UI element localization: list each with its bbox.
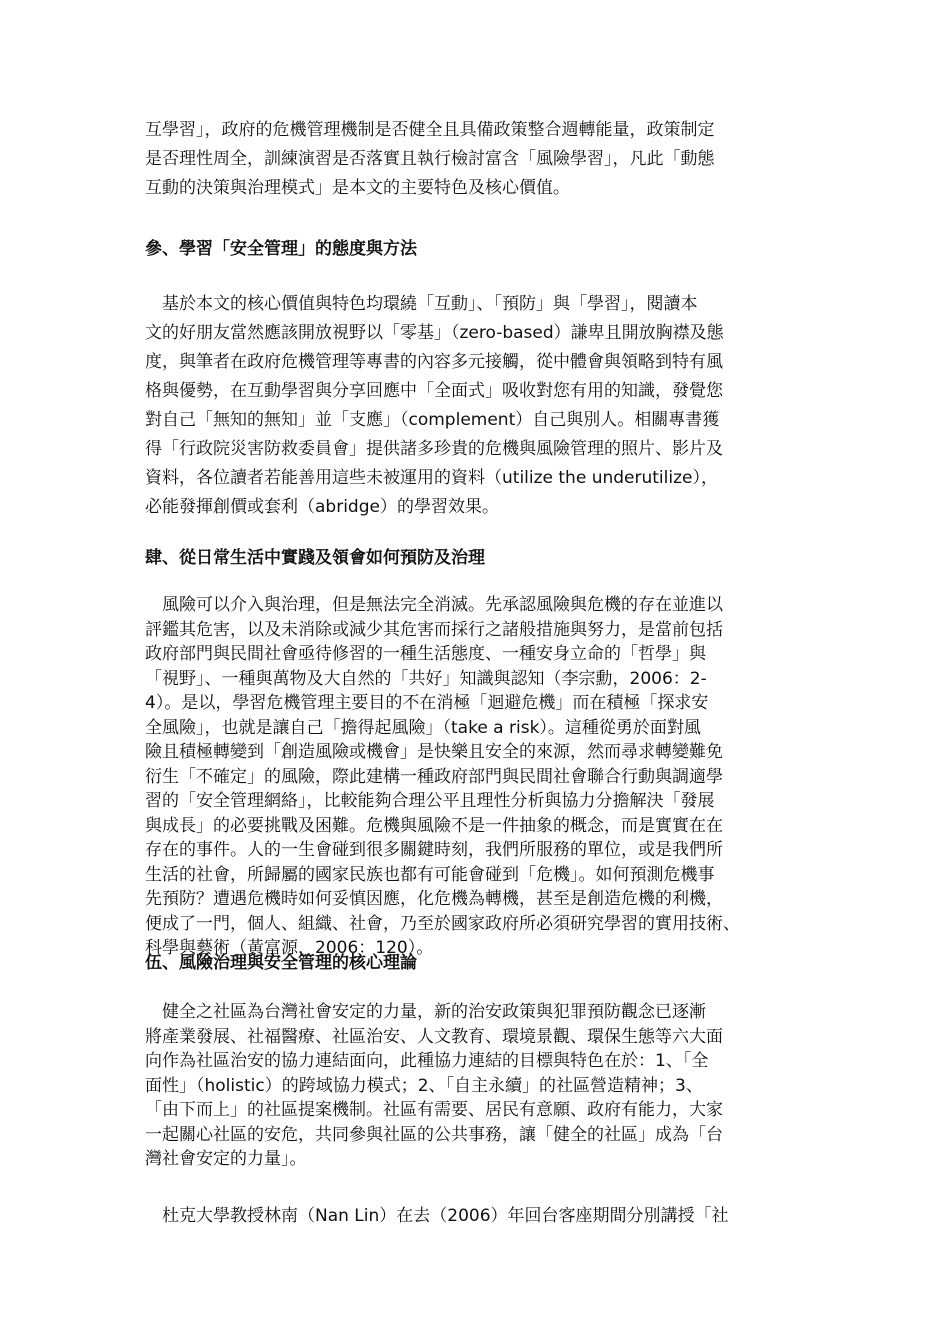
text-line: 政府部門與民間社會亟待修習的一種生活態度、一種安身立命的「哲學」與 xyxy=(145,644,706,664)
text-line: 險且積極轉變到「創造風險或機會」是快樂且安全的來源，然而尋求轉變難免 xyxy=(145,742,723,762)
text-line: 灣社會安定的力量」。 xyxy=(145,1149,307,1169)
section-4-heading: 肆、從日常生活中實踐及領會如何預防及治理 xyxy=(145,548,485,568)
text-line: 面性」（holistic）的跨域協力模式；2、「自主永續」的社區營造精神；3、 xyxy=(145,1075,703,1096)
text-line: 資料，各位讀者若能善用這些未被運用的資料（utilize the underutilize）， xyxy=(145,468,718,488)
text-line: 4）。是以，學習危機管理主要目的不在消極「迴避危機」而在積極「探求安 xyxy=(145,693,709,713)
text-line: 衍生「不確定」的風險，際此建構一種政府部門與民間社會聯合行動與調適學 xyxy=(145,766,723,787)
section-5-paragraph-2 xyxy=(145,1204,815,1229)
section-5-heading: 伍、風險治理與安全管理的核心理論 xyxy=(145,953,417,973)
section-3-paragraph xyxy=(145,290,815,522)
text-line: 互動的決策與治理模式」是本文的主要特色及核心價值。 xyxy=(145,178,570,198)
text-line: 便成了一門，個人、組織、社會，乃至於國家政府所必須研究學習的實用技術、 xyxy=(145,913,740,934)
text-line: 評鑑其危害，以及未消除或減少其危害而採行之諸般措施與努力，是當前包括 xyxy=(145,619,723,640)
text-line: 是否理性周全，訓練演習是否落實且執行檢討富含「風險學習」，凡此「動態 xyxy=(145,149,715,169)
text-line: 全風險」，也就是讓自己「擔得起風險」（take a risk）。這種從勇於面對風 xyxy=(145,717,701,738)
text-line: 「視野」、一種與萬物及大自然的「共好」知識與認知（李宗勳，2006：2- xyxy=(145,668,707,689)
section-5-paragraph-1 xyxy=(145,1000,815,1172)
text-line: 文的好朋友當然應該開放視野以「零基」（zero-based）謙卑且開放胸襟及態 xyxy=(145,323,724,343)
text-line: 互學習」，政府的危機管理機制是否健全且具備政策整合週轉能量，政策制定 xyxy=(145,120,715,140)
text-line: 生活的社會，所歸屬的國家民族也都有可能會碰到「危機」。如何預測危機事 xyxy=(145,864,715,885)
section-4-paragraph xyxy=(145,593,815,961)
text-line: 先預防？遭遇危機時如何妥慎因應，化危機為轉機，甚至是創造危機的利機， xyxy=(145,889,723,909)
text-line: 基於本文的核心價值與特色均環繞「互動」、「預防」與「學習」，閱讀本 xyxy=(145,294,698,314)
text-line: 習的「安全管理網絡」，比較能夠合理公平且理性分析與協力分擔解決「發展 xyxy=(145,791,715,811)
text-line: 杜克大學教授林南（Nan Lin）在去（2006）年回台客座期間分別講授「社 xyxy=(145,1206,729,1226)
text-line: 風險可以介入與治理，但是無法完全消滅。先承認風險與危機的存在並進以 xyxy=(145,595,723,615)
text-line: 存在的事件。人的一生會碰到很多關鍵時刻，我們所服務的單位，或是我們所 xyxy=(145,840,723,860)
section-3-heading: 參、學習「安全管理」的態度與方法 xyxy=(145,239,417,259)
text-line: 健全之社區為台灣社會安定的力量，新的治安政策與犯罪預防觀念已逐漸 xyxy=(145,1002,706,1022)
text-line: 與成長」的必要挑戰及困難。危機與風險不是一件抽象的概念，而是實實在在 xyxy=(145,815,723,836)
text-line: 將產業發展、社福醫療、社區治安、人文教育、環境景觀、環保生態等六大面 xyxy=(145,1026,723,1047)
text-line: 向作為社區治安的協力連結面向，此種協力連結的目標與特色在於：1、「全 xyxy=(145,1051,709,1071)
text-line: 格與優勢，在互動學習與分享回應中「全面式」吸收對您有用的知識，發覺您 xyxy=(145,381,723,401)
text-line: 得「行政院災害防救委員會」提供諸多珍貴的危機與風險管理的照片、影片及 xyxy=(145,439,723,459)
text-line: 對自己「無知的無知」並「支應」（complement）自己與別人。相關專書獲 xyxy=(145,410,720,430)
text-line: 「由下而上」的社區提案機制。社區有需要、居民有意願、政府有能力，大家 xyxy=(145,1100,723,1120)
intro-paragraph xyxy=(145,116,815,203)
text-line: 必能發揮創價或套利（abridge）的學習效果。 xyxy=(145,497,499,517)
text-line: 科學與藝術（黃富源，2006：120）。 xyxy=(145,938,434,958)
text-line: 一起關心社區的安危，共同參與社區的公共事務，讓「健全的社區」成為「台 xyxy=(145,1124,723,1145)
text-line: 度，與筆者在政府危機管理等專書的內容多元接觸，從中體會與領略到特有風 xyxy=(145,352,723,372)
